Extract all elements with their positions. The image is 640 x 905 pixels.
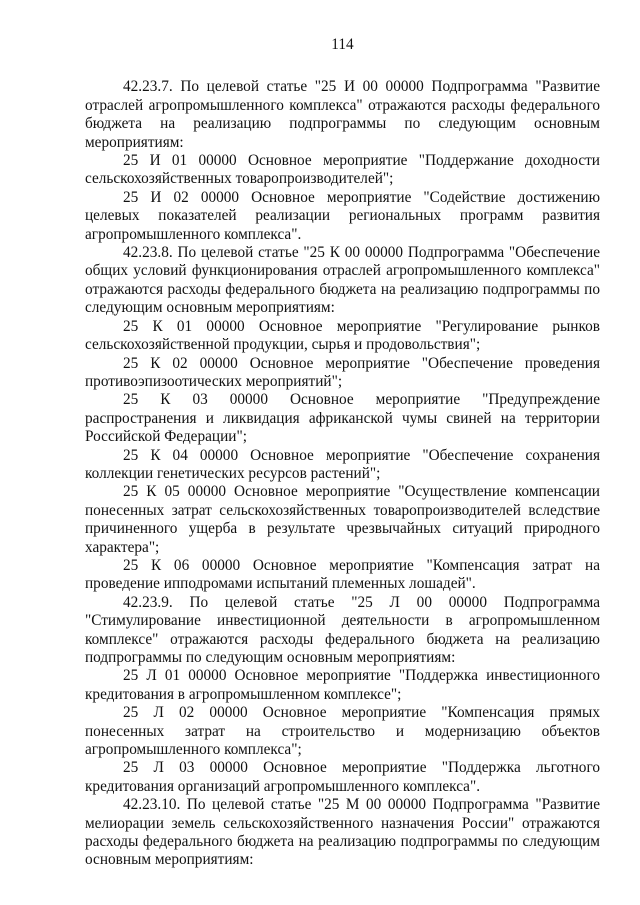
paragraph-25-i-02: 25 И 02 00000 Основное мероприятие "Содействие достижению целевых показателей реализации региональных программ развития агропромышленного комплекса". <box>85 188 600 243</box>
paragraph-25-k-01: 25 К 01 00000 Основное мероприятие "Регулирование рынков сельскохозяйственной продукции, сырья и продовольствия"; <box>85 317 600 354</box>
paragraph-42-23-10: 42.23.10. По целевой статье "25 М 00 00000 Подпрограмма "Развитие мелиорации земель сельскохозяйственного назначения России" отражаются расходы федерального бюджета на реализацию подпрограммы по следующим основным мероприятиям: <box>85 796 600 869</box>
paragraph-25-l-03: 25 Л 03 00000 Основное мероприятие "Поддержка льготного кредитования организаций агропромышленного комплекса". <box>85 759 600 795</box>
paragraph-25-l-01: 25 Л 01 00000 Основное мероприятие "Поддержка инвестиционного кредитования в агропромышленном комплексе"; <box>85 667 600 703</box>
paragraph-42-23-8: 42.23.8. По целевой статье "25 К 00 00000 Подпрограмма "Обеспечение общих условий функционирования отраслей агропромышленного комплекса" отражаются расходы федерального бюджета на реализацию подпрограммы по следующим основным мероприятиям: <box>85 244 600 317</box>
paragraph-42-23-7: 42.23.7. По целевой статье "25 И 00 00000 Подпрограмма "Развитие отраслей агропромышленного комплекса" отражаются расходы федерального бюджета на реализацию подпрограммы по следующим основным мероприятиям: <box>85 78 600 151</box>
paragraph-25-k-05: 25 К 05 00000 Основное мероприятие "Осуществление компенсации понесенных затрат сельскохозяйственных товаропроизводителей вследствие причиненного ущерба в результате чрезвычайных ситуаций природного характера"; <box>85 483 600 556</box>
paragraph-25-k-06: 25 К 06 00000 Основное мероприятие "Компенсация затрат на проведение ипподромами испытаний племенных лошадей". <box>85 556 600 593</box>
paragraph-42-23-9: 42.23.9. По целевой статье "25 Л 00 00000 Подпрограмма "Стимулирование инвестиционной деятельности в агропромышленном комплексе" отражаются расходы федерального бюджета на реализацию подпрограммы по следующим основным мероприятиям: <box>85 593 600 666</box>
paragraph-25-l-02: 25 Л 02 00000 Основное мероприятие "Компенсация прямых понесенных затрат на строительство и модернизацию объектов агропромышленного комплекса"; <box>85 704 600 759</box>
paragraph-25-k-03: 25 К 03 00000 Основное мероприятие "Предупреждение распространения и ликвидация африканской чумы свиней на территории Российской Федерации"; <box>85 391 600 446</box>
paragraph-25-i-01: 25 И 01 00000 Основное мероприятие "Поддержание доходности сельскохозяйственных товаропроизводителей"; <box>85 152 600 188</box>
paragraph-25-k-04: 25 К 04 00000 Основное мероприятие "Обеспечение сохранения коллекции генетических ресурсов растений"; <box>85 446 600 482</box>
page-number: 114 <box>331 36 354 53</box>
paragraph-25-k-02: 25 К 02 00000 Основное мероприятие "Обеспечение проведения противоэпизоотических мероприятий"; <box>85 354 600 390</box>
